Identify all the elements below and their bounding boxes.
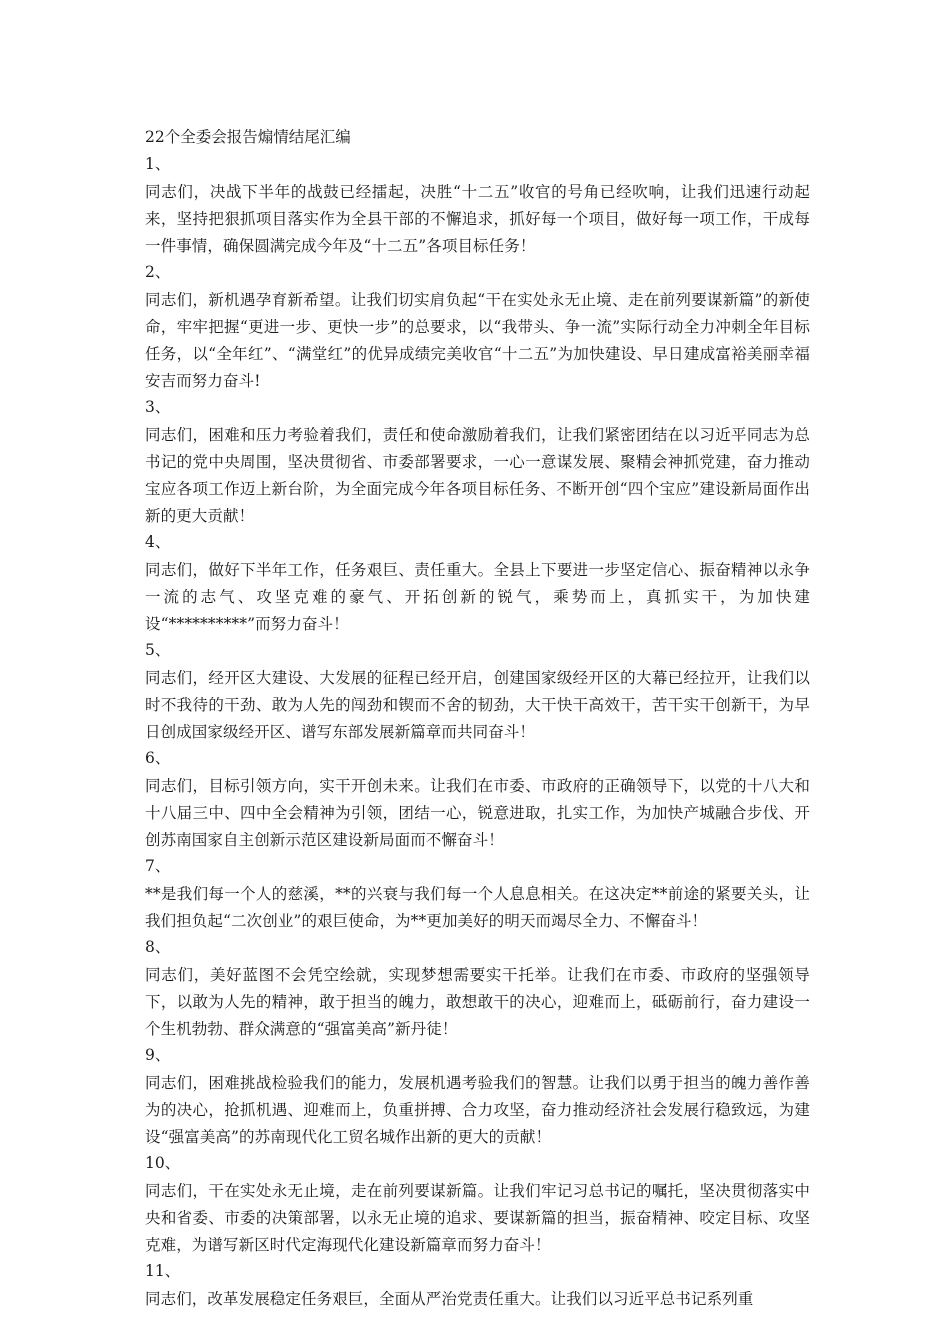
section-item [145, 1043, 810, 1151]
document-page [145, 125, 810, 1313]
section-text: **是我们每一个人的慈溪，**的兴衰与我们每一个人息息相关。在这决定**前途的紧要关头，让我们担负起“二次创业”的艰巨使命，为**更加美好的明天而竭尽全力、不懈奋斗！ [145, 885, 810, 930]
section-text: 同志们，美好蓝图不会凭空绘就，实现梦想需要实干托举。让我们在市委、市政府的坚强领导下，以敢为人先的精神，敢于担当的魄力，敢想敢干的决心，迎难而上，砥砺前行，奋力建设一个生机勃勃、群众满意的“强富美高”新丹徒！ [145, 966, 810, 1038]
section-number: 4、 [145, 533, 171, 551]
section-item [145, 1151, 810, 1259]
section-number: 7、 [145, 857, 171, 875]
section-item [145, 935, 810, 1043]
section-number: 5、 [145, 641, 171, 659]
section-number: 6、 [145, 749, 171, 767]
document-title: 22个全委会报告煽情结尾汇编 [145, 128, 351, 146]
section-text: 同志们，改革发展稳定任务艰巨，全面从严治党责任重大。让我们以习近平总书记系列重 [145, 1290, 754, 1308]
section-number: 1、 [145, 155, 171, 173]
section-number: 10、 [145, 1154, 181, 1172]
section-item [145, 1259, 810, 1313]
section-text: 同志们，目标引领方向，实干开创未来。让我们在市委、市政府的正确领导下，以党的十八大和十八届三中、四中全会精神为引领，团结一心，锐意进取，扎实工作，为加快产城融合步伐、开创苏南国家自主创新示范区建设新局面而不懈奋斗！ [145, 777, 810, 849]
section-number: 8、 [145, 938, 171, 956]
section-item [145, 854, 810, 935]
section-item [145, 152, 810, 260]
section-text: 同志们，困难挑战检验我们的能力，发展机遇考验我们的智慧。让我们以勇于担当的魄力善作善为的决心，抢抓机遇、迎难而上，负重拼搏、合力攻坚，奋力推动经济社会发展行稳致远，为建设“强富美高”的苏南现代化工贸名城作出新的更大的贡献！ [145, 1074, 810, 1146]
section-text: 同志们，困难和压力考验着我们，责任和使命激励着我们，让我们紧密团结在以习近平同志为总书记的党中央周围，坚决贯彻省、市委部署要求，一心一意谋发展、聚精会神抓党建，奋力推动宝应各项工作迈上新台阶，为全面完成今年各项目标任务、不断开创“四个宝应”建设新局面作出新的更大贡献！ [145, 426, 810, 525]
section-text: 同志们，新机遇孕育新希望。让我们切实肩负起“干在实处永无止境、走在前列要谋新篇”的新使命，牢牢把握“更进一步、更快一步”的总要求，以“我带头、争一流”实际行动全力冲刺全年目标任务，以“全年红”、“满堂红”的优异成绩完美收官“十二五”为加快建设、早日建成富裕美丽幸福安吉而努力奋斗! [145, 291, 810, 390]
section-item [145, 530, 810, 638]
section-text: 同志们，经开区大建设、大发展的征程已经开启，创建国家级经开区的大幕已经拉开，让我们以时不我待的干劲、敢为人先的闯劲和锲而不舍的韧劲，大干快干高效干，苦干实干创新干，为早日创成国家级经开区、谱写东部发展新篇章而共同奋斗！ [145, 669, 810, 741]
section-number: 3、 [145, 398, 171, 416]
section-item [145, 746, 810, 854]
section-list [145, 152, 810, 1313]
section-item [145, 638, 810, 746]
section-number: 2、 [145, 263, 171, 281]
section-text: 同志们，干在实处永无止境，走在前列要谋新篇。让我们牢记习总书记的嘱托，坚决贯彻落实中央和省委、市委的决策部署，以永无止境的追求、要谋新篇的担当，振奋精神、咬定目标、攻坚克难，为谱写新区时代定海现代化建设新篇章而努力奋斗！ [145, 1182, 810, 1254]
section-text: 同志们，做好下半年工作，任务艰巨、责任重大。全县上下要进一步坚定信心、振奋精神以永争一流的志气、攻坚克难的豪气、开拓创新的锐气，乘势而上，真抓实干，为加快建设“**********”而努力奋斗！ [145, 561, 810, 633]
section-number: 11、 [145, 1262, 181, 1280]
section-item [145, 260, 810, 395]
section-number: 9、 [145, 1046, 171, 1064]
section-item [145, 395, 810, 530]
section-text: 同志们，决战下半年的战鼓已经擂起，决胜“十二五”收官的号角已经吹响，让我们迅速行动起来，坚持把狠抓项目落实作为全县干部的不懈追求，抓好每一个项目，做好每一项工作，干成每一件事情，确保圆满完成今年及“十二五”各项目标任务！ [145, 183, 810, 255]
